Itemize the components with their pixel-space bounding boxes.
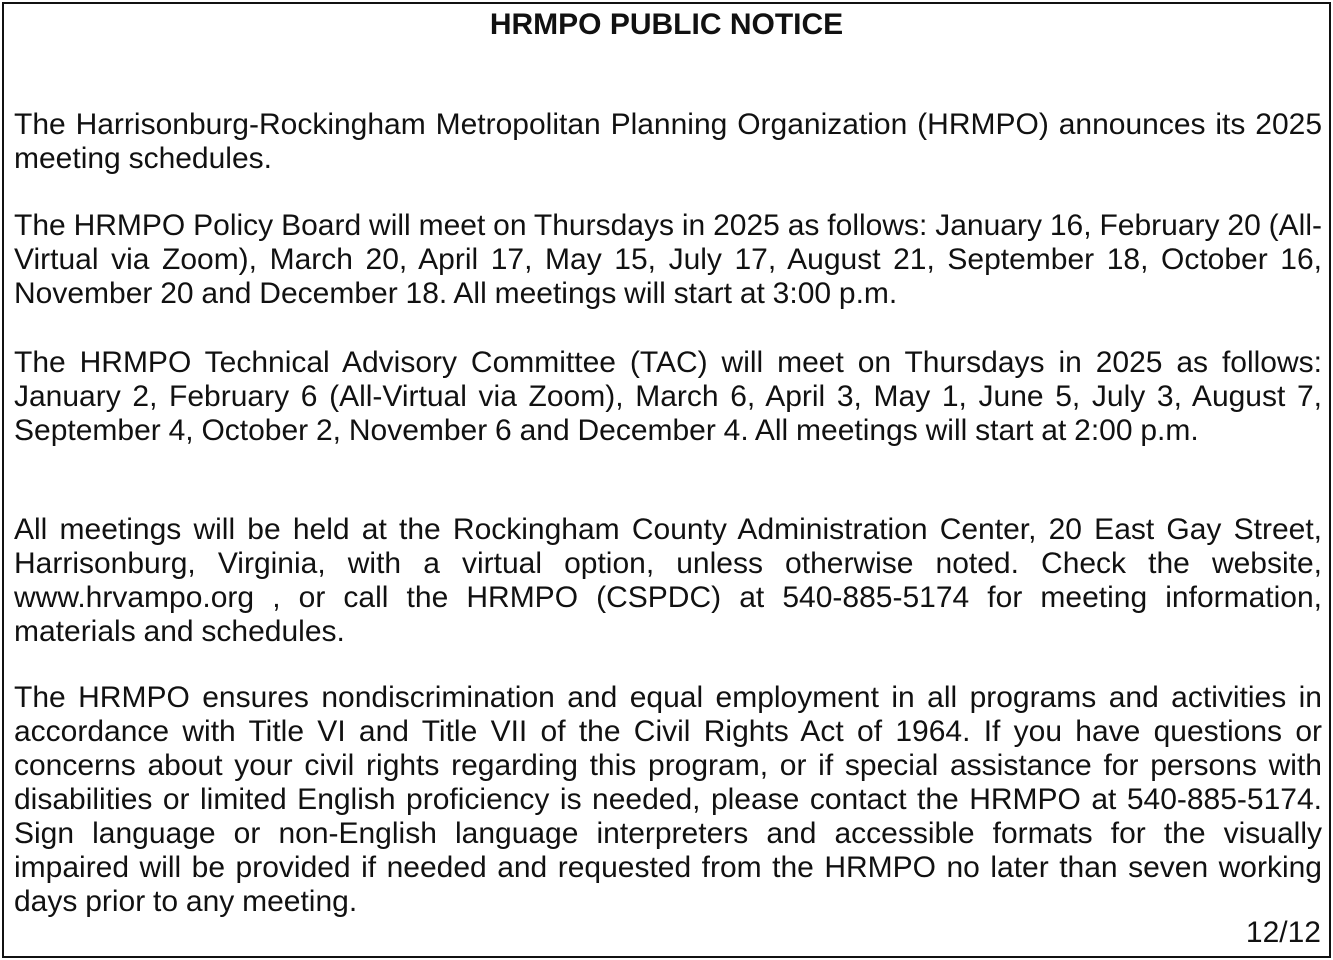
- paragraph-policy-board: The HRMPO Policy Board will meet on Thursdays in 2025 as follows: January 16, February 20 (All-Virtual via Zoom), March 20, April 17, May 15, July 17, August 21, September 18, October 16, November 20 and December 18. All meetings will start at 3:00 p.m.: [14, 209, 1322, 310]
- paragraph-announcement: The Harrisonburg-Rockingham Metropolitan Planning Organization (HRMPO) announces its 2025 meeting schedules.: [14, 108, 1322, 175]
- paragraph-nondiscrimination: The HRMPO ensures nondiscrimination and equal employment in all programs and activities in accordance with Title VI and Title VII of the Civil Rights Act of 1964. If you have questions or concerns about your civil rights regarding this program, or if special assistance for persons with disabilities or limited English proficiency is needed, please contact the HRMPO at 540-885-5174. Sign language or non-English language interpreters and accessible formats for the visually impaired will be provided if needed and requested from the HRMPO no later than seven working days prior to any meeting.: [14, 681, 1322, 918]
- publication-date: 12/12: [1245, 916, 1321, 949]
- paragraph-tac-schedule: The HRMPO Technical Advisory Committee (TAC) will meet on Thursdays in 2025 as follows: January 2, February 6 (All-Virtual via Zoom), March 6, April 3, May 1, June 5, July 3, August 7, September 4, October 2, November 6 and December 4. All meetings will start at 2:00 p.m.: [14, 346, 1322, 447]
- public-notice: [2, 2, 1331, 958]
- paragraph-meeting-location: All meetings will be held at the Rockingham County Administration Center, 20 East Gay Street, Harrisonburg, Virginia, with a virtual option, unless otherwise noted. Check the website, www.hrvampo.org , or call the HRMPO (CSPDC) at 540-885-5174 for meeting information, materials and schedules.: [14, 513, 1322, 648]
- notice-title: HRMPO PUBLIC NOTICE: [489, 8, 844, 41]
